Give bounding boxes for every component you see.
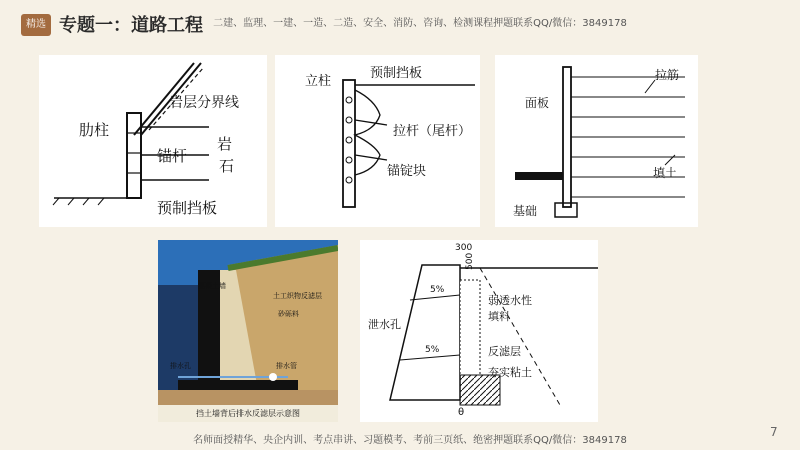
label-anchor-rod: 锚杆 [157,147,188,165]
label-rock-2: 石 [219,157,235,175]
label-backfill: 填土 [653,166,678,180]
gravity-wall-section-drawing [360,240,598,422]
page-title: 专题一：道路工程 [59,15,203,36]
label-fill: 填料 [488,310,510,323]
label-gravel: 砂砾料 [278,310,299,318]
label-permeable-fill: 弱透水性 [488,294,532,307]
label-weep-hole: 泄水孔 [368,318,401,331]
section-badge: 精选 [21,14,51,36]
label-theta: θ [458,407,465,418]
header-contact-note: 二建、监理、一建、一造、二造、安全、消防、咨询、检测课程押题联系QQ/微信：3849178 [213,18,627,29]
label-slope-top: 5% [430,285,445,295]
figure-anchored-slab-wall [275,55,480,227]
label-figure-caption: 挡土墙背后排水反滤层示意图 [196,409,300,418]
figure-rib-anchor-wall [39,55,267,227]
label-anchor-block: 锚锭块 [387,164,427,179]
label-rock-1: 岩 [217,135,233,153]
label-rib-column: 肋柱 [79,121,110,139]
label-face-panel: 面板 [525,96,550,110]
footer-contact-note: 名师面授精华、央企内训、考点串讲、习题模考、考前三页纸、绝密押题联系QQ/微信：3849178 [193,435,627,446]
label-rock-boundary: 岩层分界线 [169,95,239,111]
drainage-filter-illustration [158,240,338,422]
figure-gravity-wall-section [360,240,598,422]
label-dim-500: 500 [465,252,475,270]
label-tie-strip: 拉筋 [655,68,680,82]
figure-drainage-filter-layer [158,240,338,422]
label-column: 立柱 [305,74,332,89]
label-slope-bottom: 5% [425,345,440,355]
label-foundation: 基础 [513,204,538,218]
rib-anchor-wall-drawing [39,55,267,227]
reinforced-earth-wall-drawing [495,55,698,227]
anchored-slab-wall-drawing [275,55,480,227]
label-compacted-clay: 夯实粘土 [488,366,532,379]
page-number: 7 [770,425,778,439]
label-dim-300: 300 [455,243,473,253]
label-tie-rod: 拉杆（尾杆） [393,124,472,139]
label-precast-panel: 预制挡板 [370,66,423,81]
label-geotextile: 土工织物反滤层 [273,292,322,300]
label-filter-layer: 反滤层 [488,345,521,358]
label-precast-panel: 预制挡板 [157,199,218,217]
label-drain-pipe: 排水管 [276,362,297,370]
figure-reinforced-earth-wall [495,55,698,227]
label-weep-hole: 排水孔 [170,362,191,370]
label-concrete-wall: 混凝土墙 [198,282,226,290]
